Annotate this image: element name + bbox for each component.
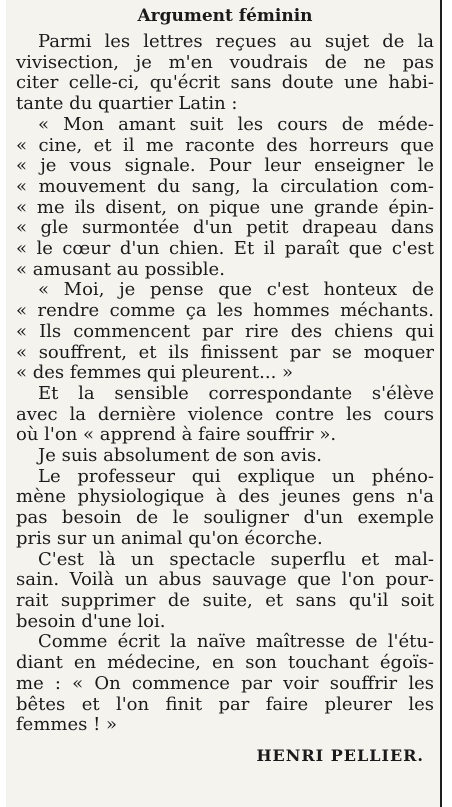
article — [16, 6, 434, 767]
text-line: Et la sensible correspondante s'élève — [38, 382, 434, 404]
text-line: Parmi les lettres reçues au sujet de la — [38, 31, 434, 52]
text-line: « Ils commencent par rire des chiens qui — [16, 320, 434, 342]
text-line: « amusant au possible. — [16, 258, 225, 280]
text-line: diant en médecine, en son touchant égoïs- — [16, 652, 434, 674]
text-line: avec la dernière violence contre les cours — [16, 403, 434, 425]
text-line: « me ils disent, on pique une grande épin- — [16, 196, 434, 218]
text-line: « souffrent, et ils finissent par se moquer — [16, 341, 434, 363]
author-signature: HENRI PELLIER. — [256, 745, 424, 765]
column-rule — [440, 0, 442, 807]
text-line: « rendre comme ça les hommes méchants. — [16, 300, 434, 322]
text-line: vivisection, je m'en voudrais de ne pas — [16, 51, 434, 73]
text-line: sain. Voilà un abus sauvage que l'on pour- — [16, 569, 434, 591]
text-line: C'est là un spectacle superflu et mal- — [38, 548, 434, 570]
newspaper-column — [6, 0, 442, 807]
text-line: citer celle-ci, qu'écrit sans doute une habi- — [16, 72, 434, 94]
text-line: tante du quartier Latin : — [16, 93, 238, 115]
text-line: mène physiologique à des jeunes gens n'a — [16, 486, 434, 508]
text-line: « gle surmontée d'un petit drapeau dans — [16, 217, 434, 239]
text-line: « Mon amant suit les cours de méde- — [38, 113, 434, 135]
text-line: pas besoin de le souligner d'un exemple — [16, 507, 434, 529]
text-line: bêtes et l'on finit par faire pleurer les — [16, 693, 434, 715]
text-line: « des femmes qui pleurent... » — [16, 362, 294, 384]
text-line: « je vous signale. Pour leur enseigner le — [16, 155, 434, 177]
text-line: besoin d'une loi. — [16, 610, 166, 632]
text-line: Comme écrit la naïve maîtresse de l'étu- — [38, 631, 434, 653]
text-line: « mouvement du sang, la circulation com- — [16, 175, 434, 197]
text-line: « cine, et il me raconte des horreurs que — [16, 134, 434, 156]
text-line: où l'on « apprend à faire souffrir ». — [16, 424, 337, 446]
text-line: pris sur un animal qu'on écorche. — [16, 527, 323, 549]
text-line: me : « On commence par voir souffrir les — [16, 672, 434, 694]
text-line: « le cœur d'un chien. Et il paraît que c'est — [16, 238, 434, 260]
article-title: Argument féminin — [137, 6, 313, 26]
text-line: Je suis absolument de son avis. — [38, 445, 322, 467]
text-line: femmes ! » — [16, 714, 118, 736]
text-line: « Moi, je pense que c'est honteux de — [38, 279, 434, 301]
text-line: rait supprimer de suite, et sans qu'il soit — [16, 589, 434, 611]
text-line: Le professeur qui explique un phéno- — [38, 465, 434, 487]
